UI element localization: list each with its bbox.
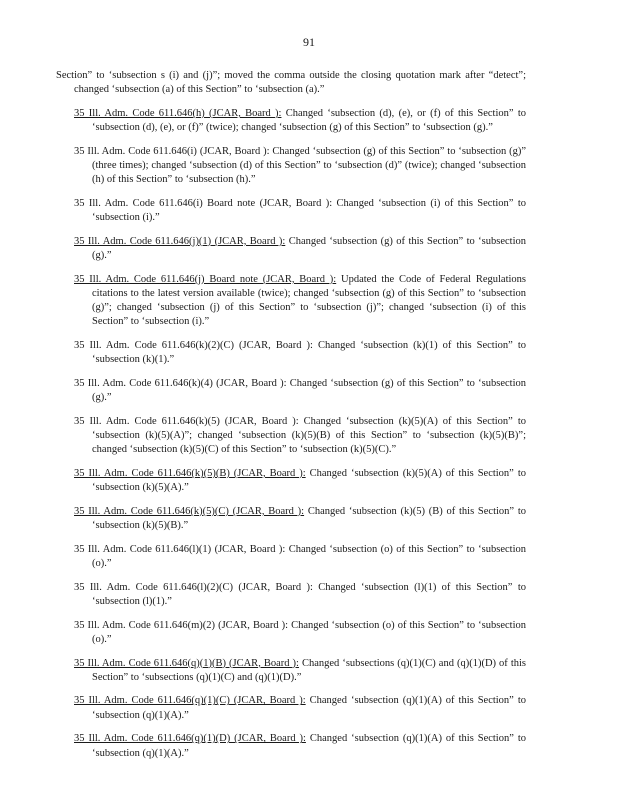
entry-citation: 35 Ill. Adm. Code 611.646(l)(1) (JCAR, Board ): (74, 543, 286, 555)
amendment-entry (74, 145, 526, 188)
continued-entry: Section” to ‘subsection s (i) and (j)”; moved the comma outside the closing quotation mark after “detect”; changed ‘subsection (a) of this Section” to ‘subsection (a).” (56, 70, 526, 96)
amendment-entry (74, 619, 526, 647)
entry-description: Changed ‘subsection (k)(5)(A) of this Section” to ‘subsection (k)(5)(A)”; changed ‘subsection (k)(5)(B) of this Section” to ‘subsection (k)(5)(B)”; changed ‘subsection (k)(5)(C) of this Section” to ‘subsection (k)(5)(C).” (92, 415, 526, 456)
amendment-entry (74, 732, 526, 760)
amendment-entry (74, 339, 526, 367)
entry-citation: 35 Ill. Adm. Code 611.646(j)(1) (JCAR, Board ): (74, 235, 286, 247)
entry-description: Changed ‘subsection (q)(1)(A) of this Section” to ‘subsection (q)(1)(A).” (92, 733, 526, 759)
entry-description: Changed ‘subsection (g) of this Section” to ‘subsection (g).” (92, 235, 526, 262)
entry-description: Changed ‘subsection (g) of this Section” to ‘subsection (g)” (three times); changed ‘subsection (d) of this Section” to ‘subsection (d)” (twice); changed ‘subsection (h) of this Section” to ‘subsection (h).” (92, 145, 527, 186)
amendment-entry (74, 273, 526, 330)
entry-description: Changed ‘subsection (k)(1) of this Section” to ‘subsection (k)(1).” (92, 340, 526, 366)
amendment-entry (74, 107, 526, 135)
entry-citation: 35 Ill. Adm. Code 611.646(l)(2)(C) (JCAR, Board ): (74, 581, 313, 593)
entry-citation: 35 Ill. Adm. Code 611.646(q)(1)(D) (JCAR, Board ): (74, 733, 306, 745)
entry-description: Changed ‘subsection (l)(1) of this Section” to ‘subsection (l)(1).” (92, 581, 526, 607)
amendment-entry (74, 415, 526, 458)
entry-citation: 35 Ill. Adm. Code 611.646(m)(2) (JCAR, Board ): (74, 619, 289, 631)
amendment-entry (74, 235, 526, 263)
entry-citation: 35 Ill. Adm. Code 611.646(i) Board note (JCAR, Board ): (74, 197, 333, 209)
amendment-entry (74, 467, 526, 495)
entry-citation: 35 Ill. Adm. Code 611.646(q)(1)(B) (JCAR, Board ): (74, 657, 299, 669)
entry-citation: 35 Ill. Adm. Code 611.646(k)(2)(C) (JCAR, Board ): (74, 340, 313, 352)
entry-citation: 35 Ill. Adm. Code 611.646(i) (JCAR, Board ): (74, 145, 270, 157)
entry-description: Changed ‘subsection (g) of this Section” to ‘subsection (g).” (92, 377, 526, 404)
entry-description: Changed ‘subsection (i) of this Section” to ‘subsection (i).” (92, 197, 526, 224)
amendment-entry (74, 581, 526, 609)
entry-citation: 35 Ill. Adm. Code 611.646(k)(5)(C) (JCAR, Board ): (74, 505, 305, 517)
amendment-entry (74, 657, 526, 685)
entry-citation: 35 Ill. Adm. Code 611.646(j) Board note (JCAR, Board ): (74, 273, 337, 285)
entry-description: Changed ‘subsection (q)(1)(A) of this Section” to ‘subsection (q)(1)(A).” (92, 695, 526, 721)
entry-citation: 35 Ill. Adm. Code 611.646(k)(4) (JCAR, Board ): (74, 377, 287, 389)
entry-description: Changed ‘subsection (d), (e), or (f) of this Section” to ‘subsection (d), (e), or (f)” (twice); changed ‘subsection (g) of this Section” to ‘subsection (g).” (92, 107, 526, 134)
entry-citation: 35 Ill. Adm. Code 611.646(k)(5) (JCAR, Board ): (74, 415, 299, 427)
entry-description: Changed ‘subsection (k)(5) (B) of this Section” to ‘subsection (k)(5)(B).” (92, 505, 526, 532)
entry-citation: 35 Ill. Adm. Code 611.646(q)(1)(C) (JCAR, Board ): (74, 695, 306, 707)
entry-description: Changed ‘subsection (k)(5)(A) of this Section” to ‘subsection (k)(5)(A).” (92, 467, 526, 494)
amendment-entry (74, 197, 526, 225)
entry-citation: 35 Ill. Adm. Code 611.646(h) (JCAR, Board ): (74, 107, 282, 119)
amendment-list (56, 69, 527, 770)
entry-description: Updated the Code of Federal Regulations citations to the latest version available (twice); changed ‘subsection (g) of this Section” to ‘subsection (g)”; changed ‘subsection (j) of this Section” to ‘subsection (j)”; changed ‘subsection (i) of this Section” to ‘subsection (i).” (92, 273, 526, 328)
page-number: 91 (303, 35, 315, 49)
amendment-entry (74, 543, 526, 571)
entry-description: Changed ‘subsection (o) of this Section” to ‘subsection (o).” (92, 619, 526, 645)
entry-description: Changed ‘subsections (q)(1)(C) and (q)(1)(D) of this Section” to ‘subsections (q)(1)(C) and (q)(1)(D).” (92, 657, 526, 683)
entry-description: Changed ‘subsection (o) of this Section” to ‘subsection (o).” (92, 543, 526, 569)
entry-citation: 35 Ill. Adm. Code 611.646(k)(5)(B) (JCAR, Board ): (74, 467, 306, 479)
entry-container (74, 107, 526, 761)
amendment-entry (74, 377, 526, 405)
amendment-entry (74, 505, 526, 533)
amendment-entry (74, 694, 526, 722)
